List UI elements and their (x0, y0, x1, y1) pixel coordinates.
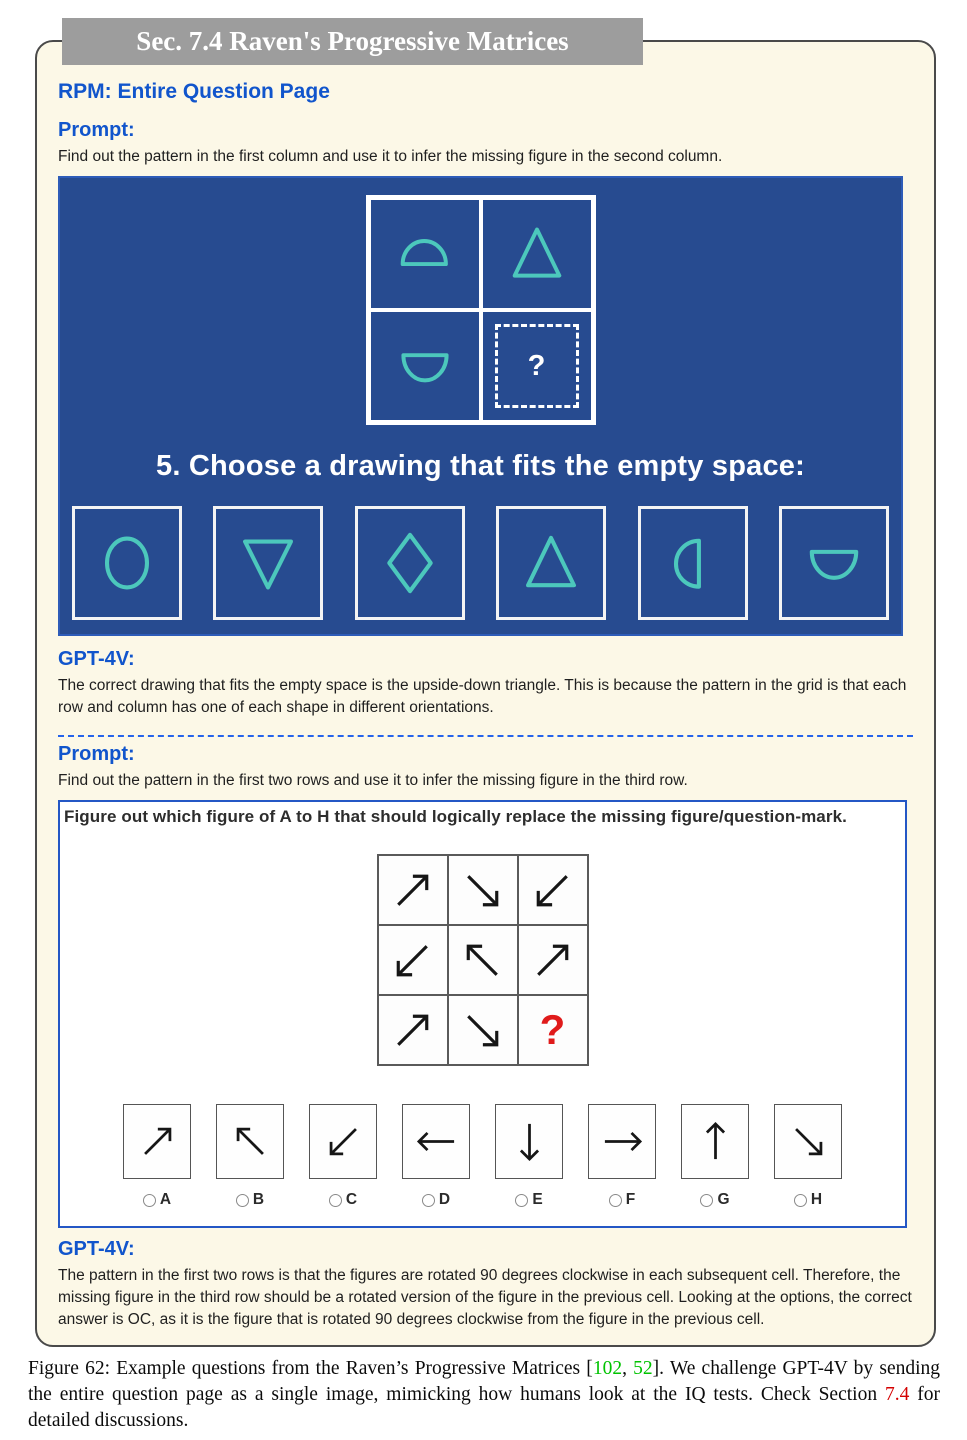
option-label-F (609, 1191, 635, 1209)
missing-arrow-cell (518, 995, 588, 1065)
figure-panel (35, 40, 936, 1347)
red-question-mark: ? (539, 1006, 566, 1053)
arrow-down-right-icon (451, 999, 514, 1062)
arrow-cell-down-left (518, 855, 588, 925)
arrow-option-box-G (681, 1104, 749, 1179)
radio-button-D (422, 1194, 435, 1207)
section-header-title: Sec. 7.4 Raven's Progressive Matrices (136, 26, 569, 56)
arrow-option-box-D (402, 1104, 470, 1179)
arrow-up-icon (688, 1114, 743, 1169)
arrow-cell-up-right (378, 855, 448, 925)
radio-button-H (794, 1194, 807, 1207)
triangle-shape-icon (514, 526, 588, 600)
option-letter-C: C (345, 1191, 358, 1208)
option-label-D (422, 1191, 450, 1209)
option-letter-F: F (625, 1191, 636, 1208)
arrow-down-right-icon (451, 859, 514, 922)
arrow-down-left-icon (381, 929, 444, 992)
arrow-option-box-C (309, 1104, 377, 1179)
dashed-question-box (495, 324, 579, 408)
arrow-right-icon (595, 1114, 650, 1169)
caption-text: for detailed discussions. (28, 1384, 940, 1432)
arrow-down-right-icon (781, 1114, 836, 1169)
arrow-option-box-F (588, 1104, 656, 1179)
option-label-E (515, 1191, 542, 1209)
triangle-shape-icon (501, 218, 573, 290)
dashed-divider (58, 735, 913, 737)
rpm-question-image-2 (58, 800, 907, 1228)
option-letter-G: G (717, 1191, 730, 1208)
arrow-up-left-icon (223, 1114, 278, 1169)
arrow-cell-down-left (378, 925, 448, 995)
arrow-option-D (402, 1104, 470, 1209)
half-circle-left-shape-icon (656, 526, 730, 600)
arrow-down-icon (502, 1114, 557, 1169)
option-label-B (236, 1191, 264, 1209)
radio-button-F (609, 1194, 622, 1207)
option-letter-H: H (810, 1191, 823, 1208)
gpt4v-label-1: GPT-4V: (58, 648, 135, 670)
arrow-up-right-icon (130, 1114, 185, 1169)
arrow-option-A (123, 1104, 191, 1209)
option-letter-E: E (532, 1191, 543, 1208)
missing-figure-cell (481, 310, 593, 422)
answer-option-half-circle-left (638, 506, 748, 620)
arrow-cell-down-right (448, 855, 518, 925)
arrow-left-icon (409, 1114, 464, 1169)
arrow-matrix-grid (377, 854, 589, 1066)
matrix-cell-bowl (369, 310, 481, 422)
shape-matrix-grid (366, 195, 596, 425)
citation-link[interactable]: 102 (592, 1358, 623, 1379)
arrow-cell-up-right (518, 925, 588, 995)
option-letter-D: D (438, 1191, 451, 1208)
answer-option-inverted-triangle (213, 506, 323, 620)
arrow-up-right-icon (381, 999, 444, 1062)
arrow-option-C (309, 1104, 377, 1209)
section-header-bar (62, 18, 643, 65)
option-label-H (794, 1191, 822, 1209)
bowl-shape-icon (797, 526, 871, 600)
circle-shape-icon (90, 526, 164, 600)
answer-option-diamond (355, 506, 465, 620)
option-label-A (143, 1191, 171, 1209)
dome-shape-icon (389, 218, 461, 290)
arrow-down-left-icon (316, 1114, 371, 1169)
gpt4v-label-2: GPT-4V: (58, 1238, 135, 1260)
answer-option-triangle (496, 506, 606, 620)
rpm-question-image-1 (58, 176, 903, 636)
radio-button-E (515, 1194, 528, 1207)
arrow-option-E (495, 1104, 563, 1209)
option-label-C (329, 1191, 357, 1209)
arrow-cell-down-right (448, 995, 518, 1065)
puzzle2-instruction: Figure out which figure of A to H that should logically replace the missing figure/question-mark. (64, 807, 847, 826)
option-letter-B: B (252, 1191, 265, 1208)
arrow-cell-up-left (448, 925, 518, 995)
prompt-text-2: Find out the pattern in the first two rows and use it to infer the missing figure in the third row. (58, 772, 688, 789)
bowl-shape-icon (389, 330, 461, 402)
puzzle2-answer-options (60, 1104, 905, 1209)
arrow-option-box-H (774, 1104, 842, 1179)
prompt-label-2: Prompt: (58, 743, 135, 765)
diamond-shape-icon (373, 526, 447, 600)
radio-button-B (236, 1194, 249, 1207)
arrow-up-right-icon (381, 859, 444, 922)
arrow-option-B (216, 1104, 284, 1209)
prompt-text-1: Find out the pattern in the first column and use it to infer the missing figure in the second column. (58, 148, 723, 165)
matrix-cell-triangle (481, 198, 593, 310)
answer-option-bowl (779, 506, 889, 620)
puzzle1-answer-options (60, 506, 901, 620)
option-letter-A: A (159, 1191, 172, 1208)
question-mark: ? (527, 349, 546, 382)
option-label-G (700, 1191, 729, 1209)
caption-text: Figure 62: Example questions from the Raven’s Progressive Matrices [ (28, 1358, 593, 1379)
gpt4v-response-1: The correct drawing that fits the empty space is the upside-down triangle. This is because the pattern in the grid is that each row and column has one of each shape in different orientations. (58, 677, 907, 716)
caption-text: , (622, 1358, 634, 1379)
matrix-cell-dome (369, 198, 481, 310)
section-link[interactable]: 7.4 (884, 1384, 910, 1406)
arrow-option-box-B (216, 1104, 284, 1179)
page-title: RPM: Entire Question Page (58, 80, 330, 103)
citation-link[interactable]: 52 (633, 1358, 653, 1379)
radio-button-C (329, 1194, 342, 1207)
arrow-option-box-A (123, 1104, 191, 1179)
arrow-up-left-icon (451, 929, 514, 992)
puzzle1-instruction: 5. Choose a drawing that fits the empty space: (156, 450, 805, 482)
gpt4v-response-2: The pattern in the first two rows is that the figures are rotated 90 degrees clockwise in each subsequent cell. Therefore, the missing figure in the third row should be a rotated version of the figure in the previous cell. Looking at the options, the correct answer is OC, as it is the figure that is rotated 90 degrees clockwise from the figure in the previous cell. (58, 1267, 912, 1328)
radio-button-A (143, 1194, 156, 1207)
arrow-cell-up-right (378, 995, 448, 1065)
arrow-option-H (774, 1104, 842, 1209)
inverted-triangle-shape-icon (231, 526, 305, 600)
arrow-down-left-icon (521, 859, 584, 922)
arrow-option-G (681, 1104, 749, 1209)
answer-option-circle (72, 506, 182, 620)
caption-text: ]. We challenge GPT-4V by sending the entire question page as a single image, mimicking how humans look at the IQ tests. Check Section (28, 1358, 941, 1406)
arrow-up-right-icon (521, 929, 584, 992)
arrow-option-box-E (495, 1104, 563, 1179)
arrow-option-F (588, 1104, 656, 1209)
figure-caption (28, 1356, 940, 1434)
prompt-label-1: Prompt: (58, 119, 135, 141)
radio-button-G (700, 1194, 713, 1207)
